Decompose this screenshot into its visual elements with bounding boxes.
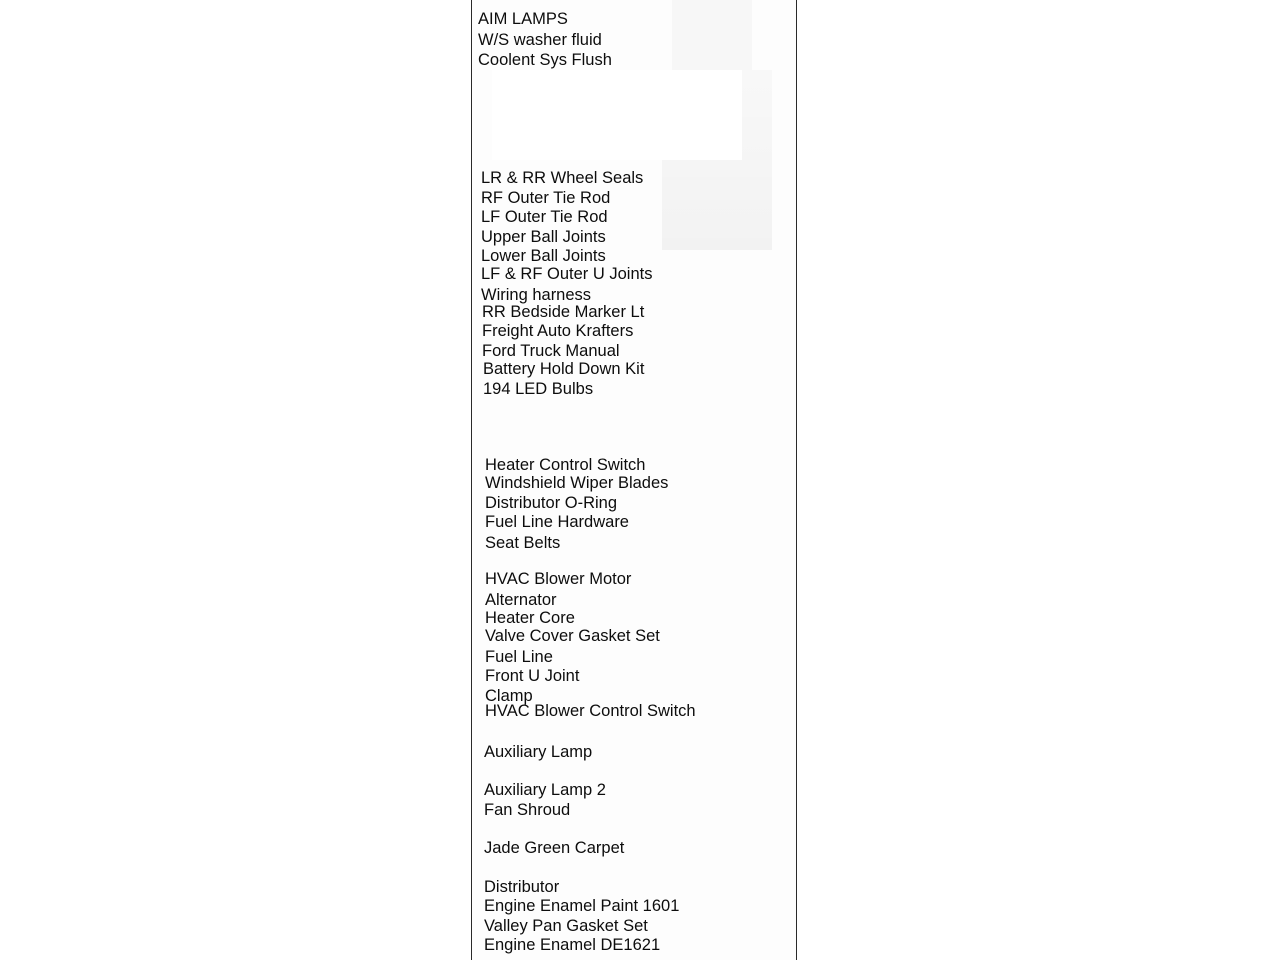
list-item: Ford Truck Manual — [482, 342, 620, 360]
parts-list-paper — [471, 0, 797, 960]
list-item: RF Outer Tie Rod — [481, 189, 611, 207]
list-item: Alternator — [485, 591, 557, 609]
list-item: Freight Auto Krafters — [482, 322, 634, 340]
list-item: Auxiliary Lamp — [484, 743, 593, 761]
list-item: Heater Core — [485, 609, 575, 627]
list-item: Engine Enamel DE1621 — [484, 936, 661, 954]
list-item: Fuel Line — [485, 648, 553, 666]
list-item: Distributor O-Ring — [485, 494, 618, 512]
list-item: Auxiliary Lamp 2 — [484, 781, 606, 799]
list-item: Battery Hold Down Kit — [483, 360, 645, 378]
list-item: HVAC Blower Motor — [485, 570, 632, 588]
list-item: Upper Ball Joints — [481, 228, 606, 246]
list-item: Wiring harness — [481, 286, 592, 304]
list-item: Distributor — [484, 878, 560, 896]
list-item: Lower Ball Joints — [481, 247, 606, 265]
list-item: Fuel Line Hardware — [485, 513, 629, 531]
list-item: LF Outer Tie Rod — [481, 208, 608, 226]
list-item: W/S washer fluid — [478, 31, 602, 49]
list-item: Clamp — [485, 687, 533, 705]
list-item: LF & RF Outer U Joints — [481, 265, 653, 283]
list-item: Jade Green Carpet — [484, 839, 625, 857]
list-item: Coolent Sys Flush — [478, 51, 612, 69]
list-item: Valve Cover Gasket Set — [485, 627, 660, 645]
list-item: RR Bedside Marker Lt — [482, 303, 645, 321]
list-item: Seat Belts — [485, 534, 561, 552]
list-item: Front U Joint — [485, 667, 580, 685]
list-item: Windshield Wiper Blades — [485, 474, 669, 492]
list-item: LR & RR Wheel Seals — [481, 169, 644, 187]
list-item: Valley Pan Gasket Set — [484, 917, 648, 935]
list-item: HVAC Blower Control Switch — [485, 702, 696, 720]
list-item: Heater Control Switch — [485, 456, 646, 474]
list-item: Fan Shroud — [484, 801, 571, 819]
list-item: AIM LAMPS — [478, 10, 568, 28]
list-item: Engine Enamel Paint 1601 — [484, 897, 680, 915]
blank-area — [492, 70, 742, 160]
list-item: 194 LED Bulbs — [483, 380, 594, 398]
